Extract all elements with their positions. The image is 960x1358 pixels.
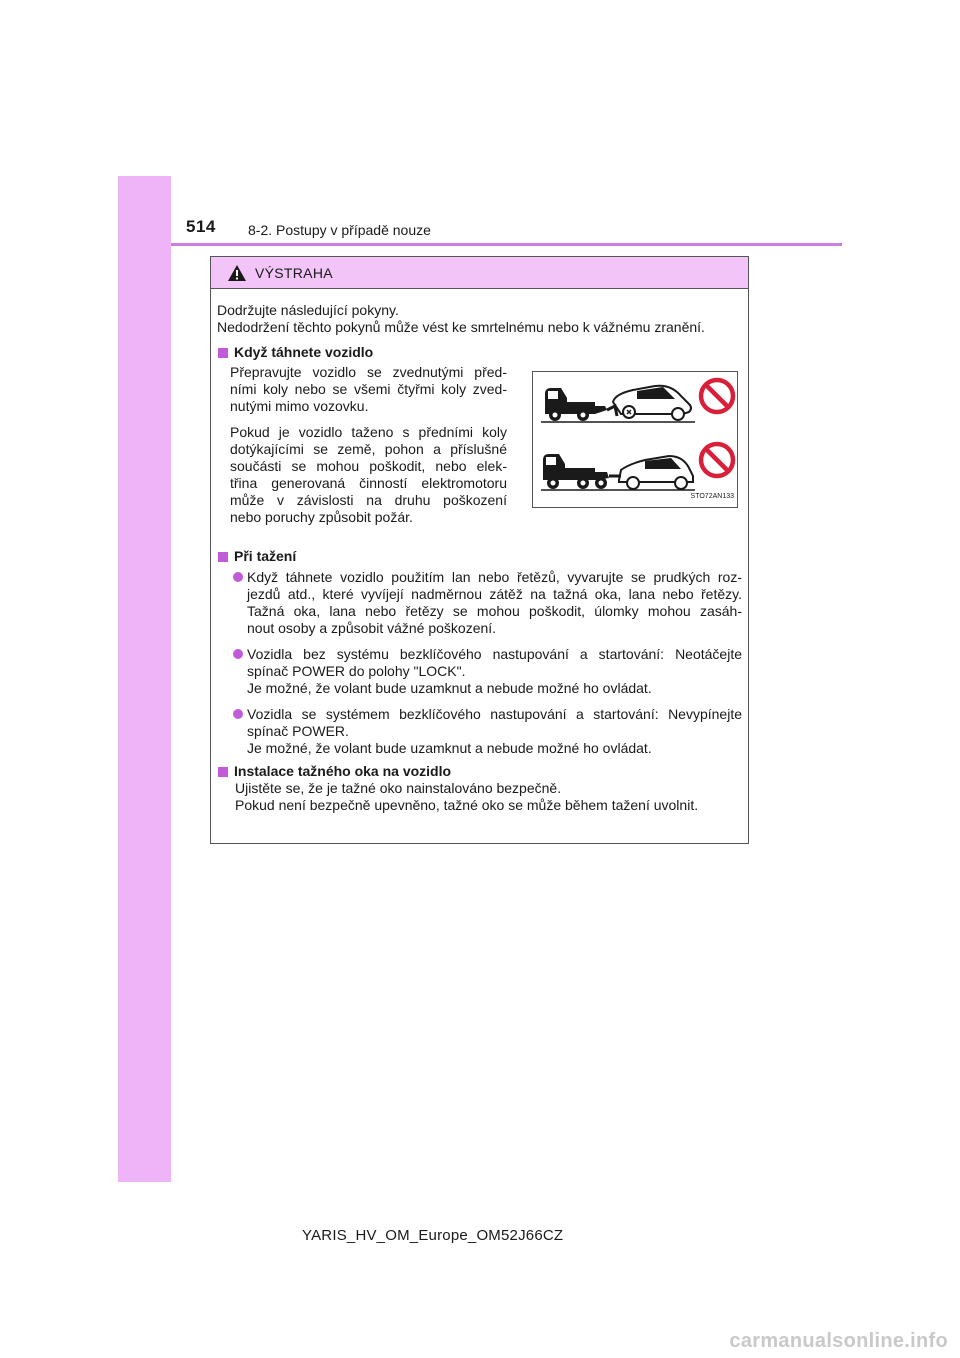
warning-intro (217, 302, 742, 336)
text-line: může v závislosti na druhu poškození (230, 492, 507, 508)
text-line: Tažná oka, lana nebo řetězy se mohou poškodit, úlomky mohou zasáh- (247, 603, 742, 619)
header-rule (171, 243, 842, 246)
section-heading-text: Instalace tažného oka na vozidlo (234, 763, 452, 779)
text-line: ními koly nebo se všemi čtyřmi koly zved- (230, 381, 507, 397)
towing-paragraph-2 (230, 424, 507, 526)
towing-illustration (532, 371, 738, 508)
text-line: třina generovaná činností elektromotoru (230, 475, 507, 491)
bullet-item (217, 646, 742, 697)
page-number: 514 (186, 217, 216, 236)
warning-title: VÝSTRAHA (255, 264, 333, 281)
tow-truck-top (545, 388, 617, 421)
towing-text (230, 364, 507, 526)
bullet-item (217, 569, 742, 637)
round-bullet-icon (233, 649, 243, 659)
square-bullet-icon (218, 348, 228, 358)
section-heading-text: Když táhnete vozidlo (234, 344, 374, 360)
towing-block (217, 364, 742, 538)
text-line: Pokud je vozidlo taženo s předními koly (230, 424, 507, 440)
illustration-code: STO72AN133 (690, 493, 734, 500)
lifted-car-top (613, 386, 691, 420)
round-bullet-icon (233, 572, 243, 582)
section-title: 8-2. Postupy v případě nouze (248, 222, 431, 238)
warning-content (211, 288, 748, 814)
text-line: nebo poruchy způsobit požár. (230, 509, 413, 525)
section-heading-towing (217, 344, 742, 361)
warning-triangle-icon (227, 264, 247, 282)
square-bullet-icon (218, 767, 228, 777)
tow-eye-text (217, 780, 742, 814)
text-line: Ujistěte se, že je tažné oko nainstalováno bezpečně. (235, 780, 562, 796)
text-line: Je možné, že volant bude uzamknut a nebude možné ho ovládat. (247, 680, 652, 696)
text-line: součásti se mohou poškodit, nebo elek- (230, 458, 507, 474)
warning-header (211, 257, 748, 289)
round-bullet-icon (233, 709, 243, 719)
text-line: spínač POWER do polohy "LOCK". (247, 663, 466, 679)
intro-line: Nedodržení těchto pokynů může vést ke smrtelnému nebo k vážnému zranění. (217, 319, 705, 335)
text-line: Vozidla se systémem bezklíčového nastupování a startování: Nevypínejte (247, 706, 742, 722)
text-line: spínač POWER. (247, 723, 349, 739)
bullet-item (217, 706, 742, 757)
towing-paragraph-1 (230, 364, 507, 415)
section-heading-text: Při tažení (234, 548, 297, 564)
text-line: Přepravujte vozidlo se zvednutými před- (230, 364, 507, 380)
intro-line: Dodržujte následující pokyny. (217, 302, 399, 318)
tow-truck-bottom (543, 454, 621, 489)
watermark: carmanualsonline.info (729, 1330, 948, 1352)
prohibition-icon (701, 380, 733, 412)
text-line: nout osoby a způsobit vážné poškození. (247, 620, 497, 636)
document-code: YARIS_HV_OM_Europe_OM52J66CZ (302, 1227, 564, 1244)
text-line: dotýkajícími se země, pohon a příslušné (230, 441, 507, 457)
text-line: nutými mimo vozovku. (230, 398, 369, 414)
tow-truck-illustration (533, 372, 737, 507)
square-bullet-icon (218, 552, 228, 562)
side-color-strip (118, 176, 171, 1182)
text-line: Je možné, že volant bude uzamknut a nebude možné ho ovládat. (247, 740, 652, 756)
prohibition-icon (701, 444, 733, 476)
section-heading-tow-eye (217, 763, 742, 780)
section-heading-towing-in-progress (217, 548, 742, 565)
text-line: Pokud není bezpečně upevněno, tažné oko se může během tažení uvolnit. (235, 797, 699, 813)
text-line: Vozidla bez systému bezklíčového nastupování a startování: Neotáčejte (247, 646, 742, 662)
towed-car-bottom (619, 456, 693, 489)
warning-box (210, 256, 749, 844)
text-line: jezdů atd., které vyvíjejí nadměrnou zátěž na tažná oka, lana nebo řetězy. (247, 586, 742, 602)
text-line: Když táhnete vozidlo použitím lan nebo řetězů, vyvarujte se prudkých roz- (247, 569, 742, 585)
